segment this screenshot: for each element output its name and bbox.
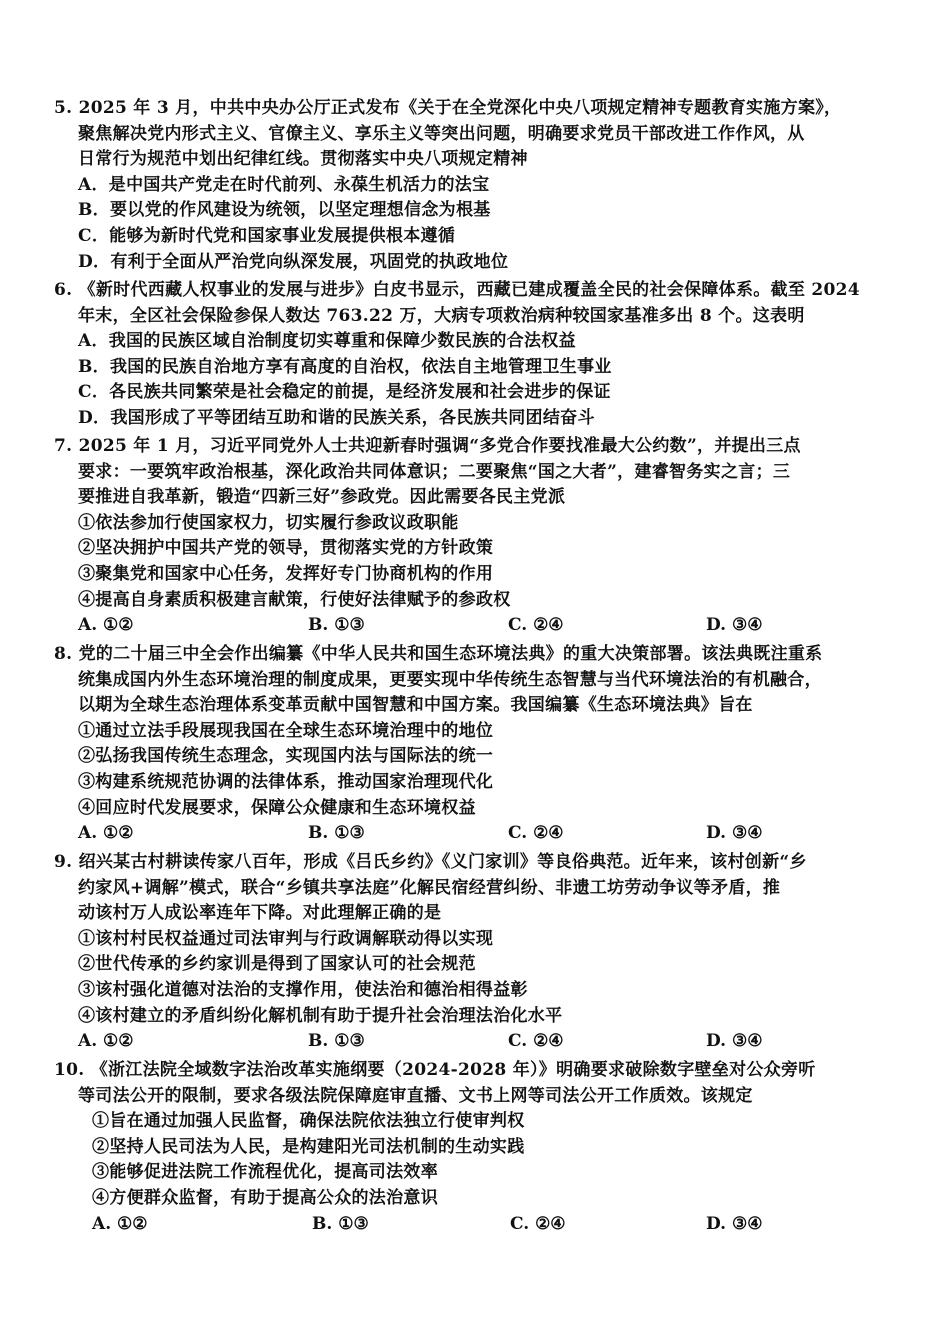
question-7-item-2: ②坚决拥护中国共产党的领导，贯彻落实党的方针政策	[78, 538, 494, 559]
question-8-choice-b: B. ①③	[308, 823, 365, 844]
question-7	[54, 434, 910, 639]
question-10-item-4: ④方便群众监督，有助于提高公众的法治意识	[92, 1187, 438, 1208]
question-5-stem-line-2: 聚焦解决党内形式主义、官僚主义、享乐主义等突出问题，明确要求党员干部改进工作作风，从	[78, 123, 805, 144]
question-8-item-1: ①通过立法手段展现我国在全球生态环境治理中的地位	[78, 720, 494, 741]
question-7-item-4: ④提高自身素质积极建言献策，行使好法律赋予的参政权	[78, 589, 511, 610]
question-9	[54, 850, 910, 1055]
question-10-choice-b: B. ①③	[312, 1213, 369, 1234]
question-7-choice-c: C. ②④	[508, 615, 564, 636]
question-6	[54, 278, 910, 432]
question-9-choice-d: D. ③④	[706, 1031, 763, 1052]
question-10	[54, 1058, 910, 1237]
question-7-choice-d: D. ③④	[706, 615, 763, 636]
question-8-stem-line-3: 以期为全球生态治理体系变革贡献中国智慧和中国方案。我国编纂《生态环境法典》旨在	[78, 695, 753, 716]
question-7-item-3: ③聚集党和国家中心任务，发挥好专门协商机构的作用	[78, 563, 494, 584]
question-10-item-1: ①旨在通过加强人民监督，确保法院依法独立行使审判权	[92, 1111, 525, 1132]
question-10-item-3: ③能够促进法院工作流程优化，提高司法效率	[92, 1162, 438, 1183]
question-8-item-4: ④回应时代发展要求，保障公众健康和生态环境权益	[78, 797, 476, 818]
question-9-item-1: ①该村村民权益通过司法审判与行政调解联动得以实现	[78, 928, 494, 949]
question-8-choice-d: D. ③④	[706, 823, 763, 844]
question-9-stem-line-3: 动该村万人成讼率连年下降。对此理解正确的是	[78, 903, 442, 924]
question-8	[54, 642, 910, 847]
question-8-stem-line-2: 统集成国内外生态环境治理的制度成果，更要实现中华传统生态智慧与当代环境法治的有机融合，	[78, 669, 822, 690]
question-5-stem-line-1: 5. 2025 年 3 月，中共中央办公厅正式发布《关于在全党深化中央八项规定精神专题教育实施方案》，	[54, 98, 842, 118]
question-9-choices	[54, 1029, 910, 1055]
question-5-option-d: D．有利于全面从严治党向纵深发展，巩固党的执政地位	[78, 251, 509, 272]
question-7-item-1: ①依法参加行使国家权力，切实履行参政议政职能	[78, 512, 459, 533]
question-10-stem-line-1: 10. 《浙江法院全域数字法治改革实施纲要（2024-2028 年）》明确要求破除数字壁垒对公众旁听	[54, 1060, 816, 1080]
question-9-stem-line-2: 约家风+调解”模式，联合“乡镇共享法庭”化解民宿经营纠纷、非遗工坊劳动争议等矛盾，推	[78, 877, 781, 898]
question-9-item-4: ④该村建立的矛盾纠纷化解机制有助于提升社会治理法治化水平	[78, 1005, 563, 1026]
question-6-stem-line-1: 6. 《新时代西藏人权事业的发展与进步》白皮书显示，西藏已建成覆盖全民的社会保障体系。截至 2024	[54, 280, 860, 300]
question-7-choices	[54, 613, 910, 639]
question-6-option-d: D．我国形成了平等团结互助和谐的民族关系，各民族共同团结奋斗	[78, 407, 595, 428]
question-10-choice-d: D. ③④	[706, 1213, 763, 1234]
question-9-item-3: ③该村强化道德对法治的支撑作用，使法治和德治相得益彰	[78, 979, 528, 1000]
question-6-option-b: B．我国的民族自治地方享有高度的自治权，依法自主地管理卫生事业	[78, 356, 612, 377]
question-9-choice-b: B. ①③	[308, 1031, 365, 1052]
question-8-item-3: ③构建系统规范协调的法律体系，推动国家治理现代化	[78, 771, 494, 792]
question-5-option-c: C．能够为新时代党和国家事业发展提供根本遵循	[78, 225, 456, 246]
question-10-choice-a: A. ①②	[92, 1213, 148, 1234]
question-7-choice-b: B. ①③	[308, 615, 365, 636]
question-10-item-2: ②坚持人民司法为人民，是构建阳光司法机制的生动实践	[92, 1136, 525, 1157]
question-8-item-2: ②弘扬我国传统生态理念，实现国内法与国际法的统一	[78, 746, 494, 767]
question-8-choices	[54, 821, 910, 847]
question-6-option-c: C．各民族共同繁荣是社会稳定的前提，是经济发展和社会进步的保证	[78, 382, 611, 403]
question-7-stem-line-3: 要推进自我革新，锻造“四新三好”参政党。因此需要各民主党派	[78, 487, 566, 508]
question-5-option-a: A．是中国共产党走在时代前列、永葆生机活力的法宝	[78, 174, 490, 195]
question-8-choice-a: A. ①②	[78, 823, 134, 844]
question-7-choice-a: A. ①②	[78, 615, 134, 636]
question-8-choice-c: C. ②④	[508, 823, 564, 844]
question-5	[54, 96, 910, 275]
question-9-stem-line-1: 9. 绍兴某古村耕读传家八百年，形成《吕氏乡约》《义门家训》等良俗典范。近年来，该村创新“乡	[54, 852, 807, 872]
question-9-choice-a: A. ①②	[78, 1031, 134, 1052]
question-8-stem-line-1: 8. 党的二十届三中全会作出编纂《中华人民共和国生态环境法典》的重大决策部署。该法典既注重系	[54, 644, 823, 664]
question-10-choice-c: C. ②④	[510, 1213, 566, 1234]
question-7-stem-line-1: 7. 2025 年 1 月，习近平同党外人士共迎新春时强调“多党合作要找准最大公约数”，并提出三点	[54, 436, 801, 456]
question-9-item-2: ②世代传承的乡约家训是得到了国家认可的社会规范	[78, 954, 476, 975]
question-10-stem-line-2: 等司法公开的限制，要求各级法院保障庭审直播、文书上网等司法公开工作质效。该规定	[78, 1085, 753, 1106]
question-6-stem-line-2: 年末，全区社会保险参保人数达 763.22 万，大病专项救治病种较国家基准多出 8 个。这表明	[78, 305, 805, 326]
question-6-option-a: A．我国的民族区域自治制度切实尊重和保障少数民族的合法权益	[78, 331, 576, 352]
question-5-option-b: B．要以党的作风建设为统领，以坚定理想信念为根基	[78, 200, 491, 221]
question-7-stem-line-2: 要求：一要筑牢政治根基，深化政治共同体意识；二要聚焦“国之大者”，建睿智务实之言；三	[78, 461, 791, 482]
question-9-choice-c: C. ②④	[508, 1031, 564, 1052]
question-5-stem-line-3: 日常行为规范中划出纪律红线。贯彻落实中央八项规定精神	[78, 149, 528, 170]
question-10-choices	[54, 1212, 910, 1238]
